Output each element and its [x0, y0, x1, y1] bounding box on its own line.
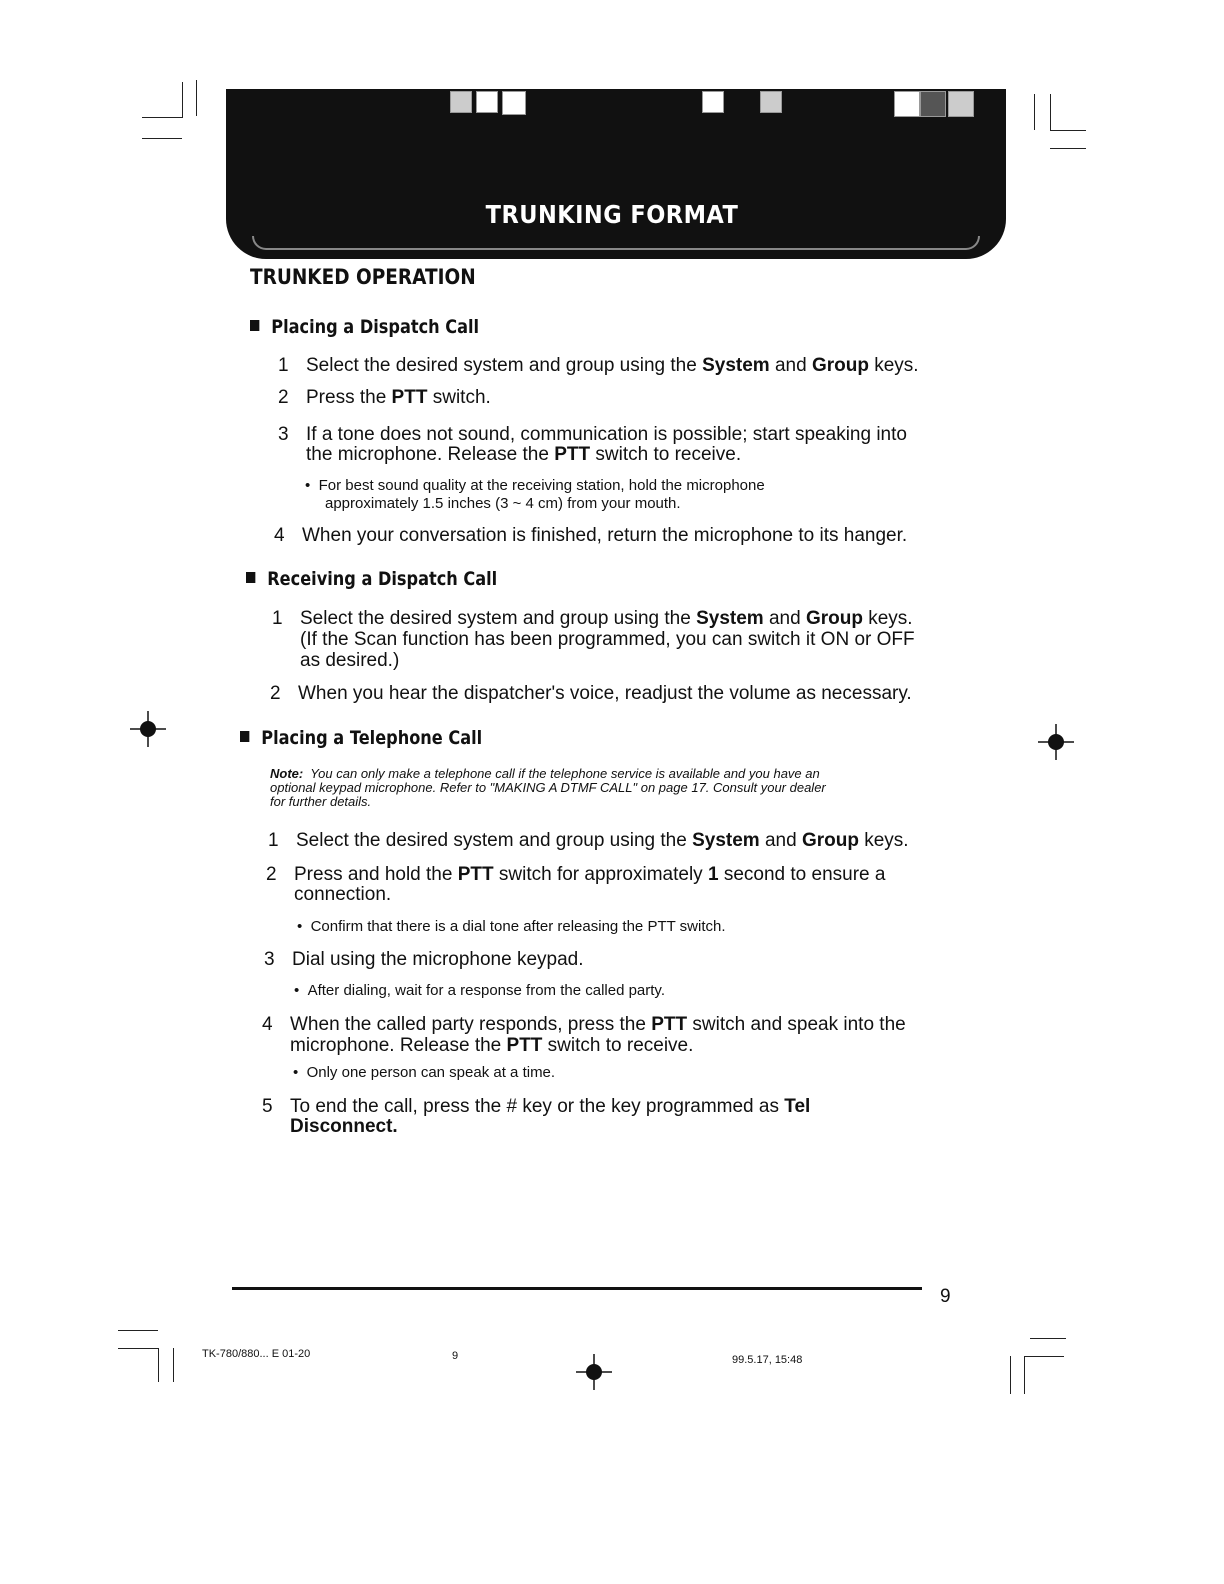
- square-bullet-icon: [240, 731, 249, 742]
- subheading-receiving-dispatch-call: Receiving a Dispatch Call: [246, 568, 497, 590]
- header-banner: [226, 89, 1006, 259]
- bullet-note: • Only one person can speak at a time.: [293, 1064, 556, 1081]
- crop-mark: [1024, 1356, 1064, 1357]
- registration-square: [894, 91, 920, 117]
- registration-square: [476, 91, 498, 113]
- bullet-note: • Confirm that there is a dial tone after releasing the PTT switch.: [297, 918, 726, 935]
- crop-mark: [118, 1348, 158, 1349]
- page-number: 9: [940, 1286, 951, 1307]
- crop-mark: [182, 82, 183, 118]
- registration-target-icon: [130, 711, 166, 747]
- banner-title: TRUNKING FORMAT: [485, 200, 739, 229]
- registration-square: [502, 91, 526, 115]
- square-bullet-icon: [250, 320, 259, 331]
- square-bullet-icon: [246, 572, 255, 583]
- crop-mark: [1050, 130, 1086, 131]
- banner-curve-line: [252, 236, 980, 250]
- crop-mark: [142, 117, 182, 118]
- bullet-note-continuation: approximately 1.5 inches (3 ~ 4 cm) from your mouth.: [325, 495, 681, 512]
- registration-square: [702, 91, 724, 113]
- crop-mark: [118, 1330, 158, 1331]
- note: Note: You can only make a telephone call if the telephone service is available and you have an optional keypad microphone. Refer to "MAKING A DTMF CALL" on page 17. Consult your dealer for further details.: [270, 766, 826, 809]
- print-slug-date: 99.5.17, 15:48: [732, 1354, 803, 1366]
- crop-mark: [173, 1348, 174, 1382]
- crop-mark: [1030, 1338, 1066, 1339]
- registration-square: [920, 91, 946, 117]
- crop-mark: [142, 138, 182, 139]
- subheading-placing-dispatch-call: Placing a Dispatch Call: [250, 316, 479, 338]
- bullet-note: • For best sound quality at the receiving station, hold the microphone: [305, 477, 765, 494]
- crop-mark: [1010, 1356, 1011, 1394]
- crop-mark: [1024, 1356, 1025, 1394]
- section-title: TRUNKED OPERATION: [250, 265, 476, 289]
- registration-square: [760, 91, 782, 113]
- crop-mark: [196, 80, 197, 116]
- crop-mark: [1034, 94, 1035, 130]
- crop-mark: [1050, 148, 1086, 149]
- registration-target-icon: [1038, 724, 1074, 760]
- crop-mark: [1050, 94, 1051, 130]
- subheading-placing-telephone-call: Placing a Telephone Call: [240, 727, 482, 749]
- registration-square: [948, 91, 974, 117]
- registration-square: [450, 91, 472, 113]
- print-slug-left: TK-780/880... E 01-20: [202, 1348, 311, 1360]
- footer-rule: [232, 1287, 922, 1290]
- bullet-note: • After dialing, wait for a response from the called party.: [294, 982, 665, 999]
- crop-mark: [158, 1348, 159, 1382]
- print-slug-page: 9: [452, 1350, 459, 1362]
- registration-target-icon: [576, 1354, 612, 1390]
